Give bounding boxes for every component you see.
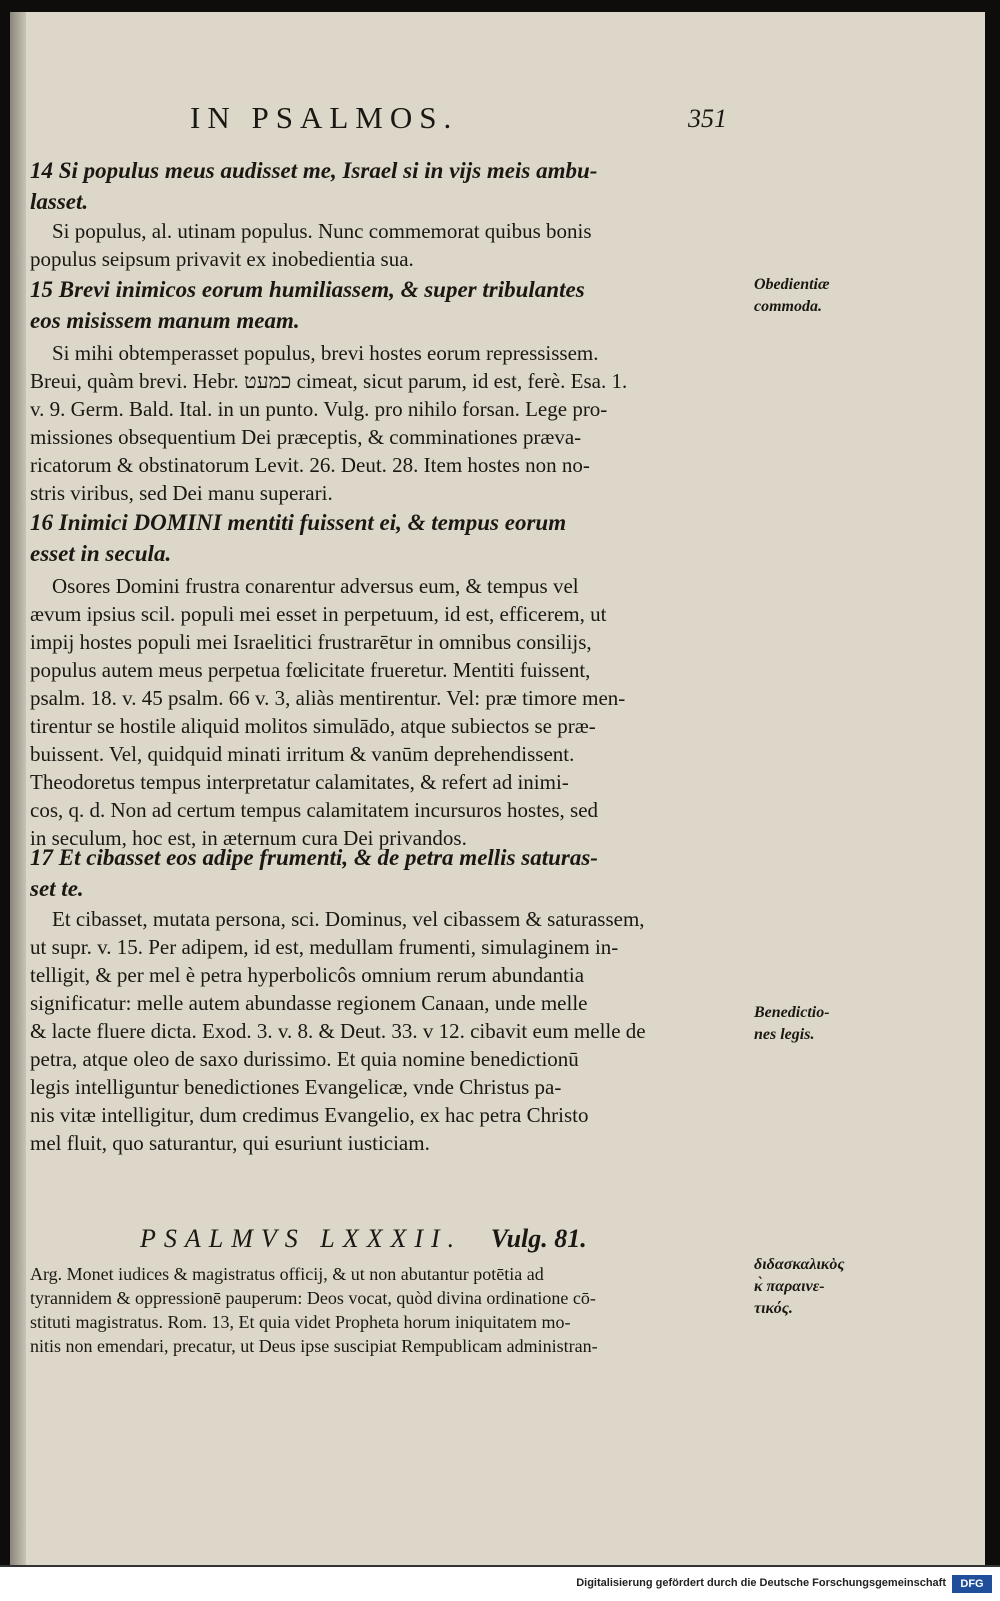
verse-15 [30,274,750,336]
commentary-15 [30,339,750,507]
text-line: Theodoretus tempus interpretatur calamitates, & refert ad inimi- [30,770,569,794]
text-line: Breui, quàm brevi. Hebr. כמעט cimeat, sicut parum, id est, ferè. Esa. 1. [30,369,628,393]
text-line: nitis non emendari, precatur, ut Deus ipse suscipiat Rempublicam administran- [30,1336,598,1356]
text-line: populus seipsum privavit ex inobedientia sua. [30,247,414,271]
text-line: Si populus, al. utinam populus. Nunc commemorat quibus bonis [52,219,592,243]
margin-note: commoda. [754,298,822,315]
text-line: Arg. Monet iudices & magistratus officij, & ut non abutantur potētia ad [30,1264,544,1284]
text-line: petra, atque oleo de saxo durissimo. Et quia nomine benedictionū [30,1047,579,1071]
text-line: in seculum, hoc est, in æternum cura Dei privandos. [30,826,467,850]
verse-16 [30,507,750,569]
text-line: populus autem meus perpetua fœlicitate frueretur. Mentiti fuissent, [30,658,591,682]
margin-note: τικός. [754,1300,793,1317]
psalm-vulgate-number: Vulg. 81. [490,1224,587,1253]
text-line: esset in secula. [30,541,172,566]
text-line: tyrannidem & oppressionē pauperum: Deos vocat, quòd divina ordinatione cō- [30,1288,596,1308]
text-line: psalm. 18. v. 45 psalm. 66 v. 3, aliàs mentirentur. Vel: præ timore men- [30,686,626,710]
text-line: stituti magistratus. Rom. 13, Et quia videt Propheta horum iniquitatem mo- [30,1312,571,1332]
text-line: 15 Brevi inimicos eorum humiliassem, & super tribulantes [30,277,585,302]
text-line: missiones obsequentium Dei præceptis, & comminationes præva- [30,425,582,449]
text-line: & lacte fluere dicta. Exod. 3. v. 8. & Deut. 33. v 12. cibavit eum melle de [30,1019,646,1043]
psalm-title-text: PSALMVS LXXXII. [140,1224,463,1253]
verse-14 [30,155,750,217]
text-line: Si mihi obtemperasset populus, brevi hostes eorum repressissem. [52,341,599,365]
text-line: tirentur se hostile aliquid molitos simulādo, atque subiectos se præ- [30,714,596,738]
page-number: 351 [688,104,727,133]
text-line: lasset. [30,189,89,214]
text-line: Et cibasset, mutata persona, sci. Dominus, vel cibassem & saturassem, [52,907,645,931]
text-line: telligit, & per mel è petra hyperbolicôs omnium rerum abundantia [30,963,585,987]
text-line: ut supr. v. 15. Per adipem, id est, medullam frumenti, simulaginem in- [30,935,619,959]
text-line: legis intelliguntur benedictiones Evangelicæ, vnde Christus pa- [30,1075,562,1099]
margin-note: nes legis. [754,1026,815,1043]
margin-note: κ̀ παραινε- [754,1278,825,1295]
running-title: IN PSALMOS. [190,100,459,135]
text-line: Osores Domini frustra conarentur adversus eum, & tempus vel [52,574,579,598]
book-page [10,12,985,1567]
text-line: v. 9. Germ. Bald. Ital. in un punto. Vulg. pro nihilo forsan. Lege pro- [30,397,608,421]
funding-credit: Digitalisierung gefördert durch die Deutsche Forschungsgemeinschaft [576,1577,946,1589]
text-line: set te. [30,876,84,901]
text-line: ævum ipsius scil. populi mei esset in perpetuum, id est, efficerem, ut [30,602,607,626]
text-line: stris viribus, sed Dei manu superari. [30,481,333,505]
text-line: nis vitæ intelligitur, dum credimus Evangelio, ex hac petra Christo [30,1103,589,1127]
commentary-17 [30,905,750,1157]
text-line: ricatorum & obstinatorum Levit. 26. Deut. 28. Item hostes non no- [30,453,590,477]
psalm-argument [30,1262,750,1358]
margin-note: Obedientiæ [754,276,830,293]
text-line: significatur: melle autem abundasse regionem Canaan, unde melle [30,991,588,1015]
page-gutter [10,12,26,1567]
margin-note: Benedictio- [754,1004,830,1021]
text-line: cos, q. d. Non ad certum tempus calamitatem incursuros hostes, sed [30,798,599,822]
digitization-footer [0,1565,1000,1601]
dfg-logo: DFG [952,1575,992,1593]
text-line: 17 Et cibasset eos adipe frumenti, & de petra mellis saturas- [30,845,598,870]
text-line: buissent. Vel, quidquid minati irritum & vanūm deprehendissent. [30,742,575,766]
verse-17 [30,842,750,904]
text-line: 16 Inimici DOMINI mentiti fuissent ei, & tempus eorum [30,510,567,535]
text-line: eos misissem manum meam. [30,308,300,333]
psalm-title [140,1224,587,1254]
text-line: impij hostes populi mei Israelitici frustrarētur in omnibus consilijs, [30,630,592,654]
text-line: mel fluit, quo saturantur, qui esuriunt iusticiam. [30,1131,430,1155]
margin-note: διδασκαλικὸς [754,1256,845,1273]
commentary-16 [30,572,750,852]
text-line: 14 Si populus meus audisset me, Israel si in vijs meis ambu- [30,158,598,183]
commentary-14 [30,217,750,273]
